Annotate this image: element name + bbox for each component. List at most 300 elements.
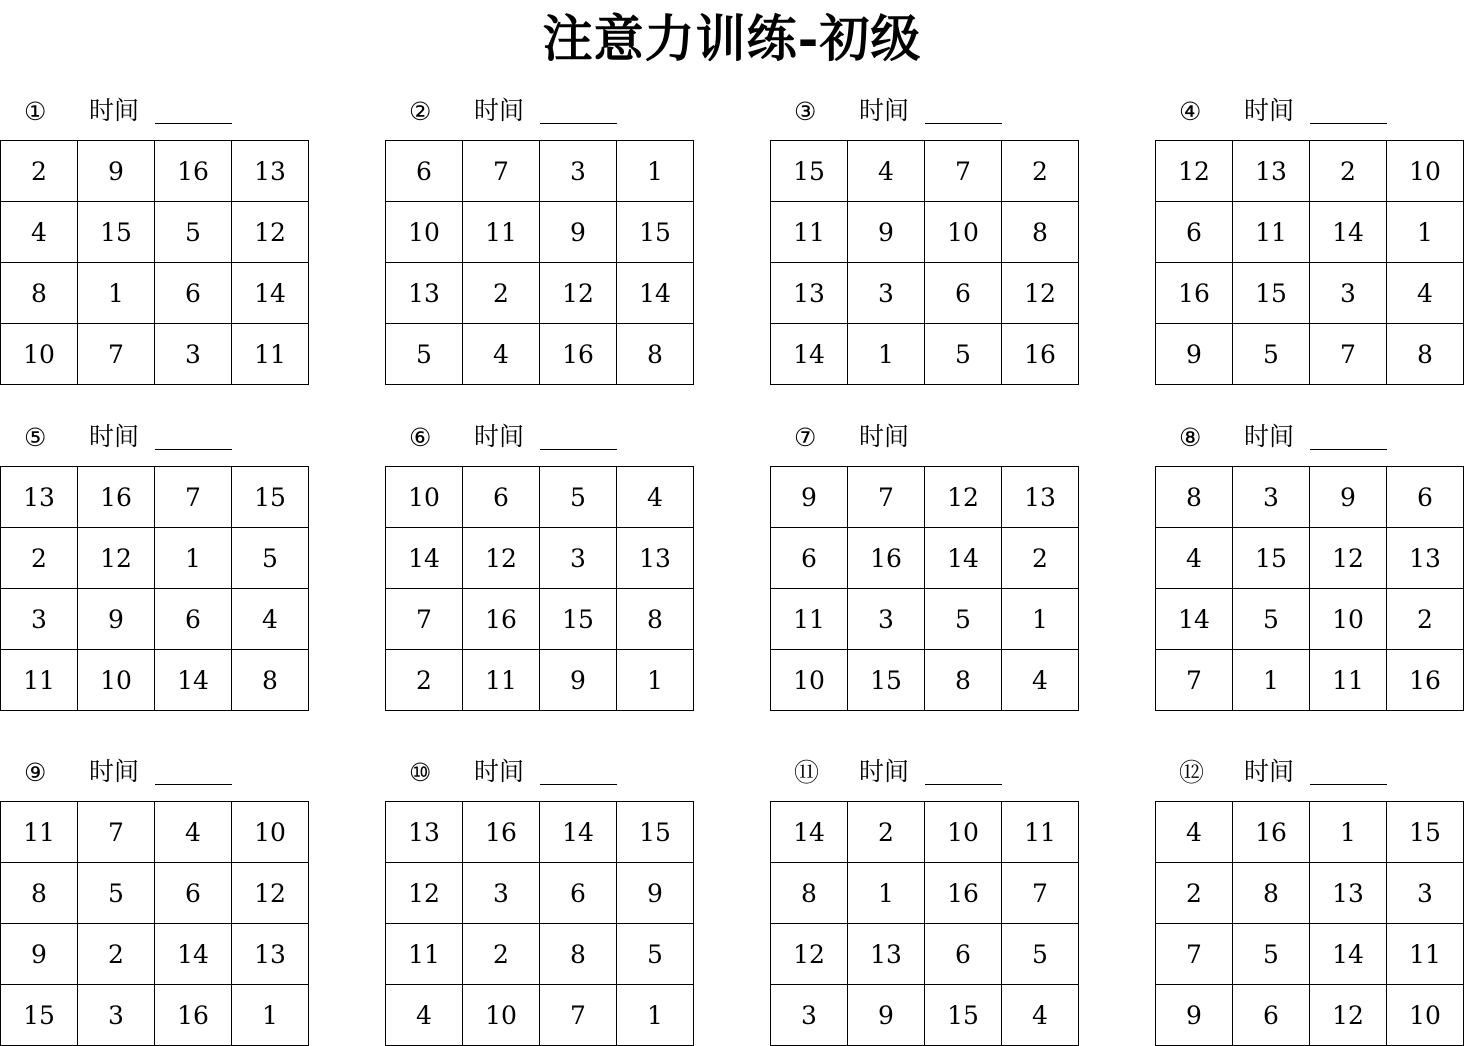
grid-cell: 6 bbox=[1387, 467, 1464, 528]
grid-cell: 9 bbox=[1156, 324, 1233, 385]
grid-cell: 9 bbox=[78, 589, 155, 650]
grid-cell: 2 bbox=[463, 263, 540, 324]
grid-cell: 6 bbox=[925, 924, 1002, 985]
grid-row bbox=[386, 467, 694, 528]
grid-cell: 1 bbox=[155, 528, 232, 589]
time-blank-line[interactable] bbox=[1310, 123, 1387, 124]
number-grid bbox=[0, 466, 309, 711]
grid-cell: 9 bbox=[771, 467, 848, 528]
grid-cell: 5 bbox=[925, 324, 1002, 385]
grid-cell: 7 bbox=[78, 324, 155, 385]
grid-cell: 5 bbox=[1233, 924, 1310, 985]
grid-cell: 5 bbox=[1233, 324, 1310, 385]
time-blank-line[interactable] bbox=[1310, 784, 1387, 785]
grid-cell: 13 bbox=[771, 263, 848, 324]
grid-cell: 14 bbox=[617, 263, 694, 324]
grid-cell: 9 bbox=[617, 863, 694, 924]
grid-cell: 4 bbox=[386, 985, 463, 1046]
grid-cell: 6 bbox=[155, 589, 232, 650]
grid-cell: 5 bbox=[1233, 589, 1310, 650]
grid-cell: 14 bbox=[540, 802, 617, 863]
grid-cell: 11 bbox=[1310, 650, 1387, 711]
grid-cell: 14 bbox=[925, 528, 1002, 589]
grid-cell: 3 bbox=[771, 985, 848, 1046]
puzzle-number: ⑥ bbox=[409, 423, 432, 452]
grid-cell: 4 bbox=[1002, 650, 1079, 711]
grid-row bbox=[1156, 589, 1464, 650]
time-label: 时间 bbox=[859, 757, 910, 786]
grid-cell: 16 bbox=[1233, 802, 1310, 863]
grid-cell: 11 bbox=[771, 589, 848, 650]
grid-cell: 8 bbox=[232, 650, 309, 711]
time-label: 时间 bbox=[1244, 96, 1295, 125]
number-grid bbox=[1155, 466, 1464, 711]
grid-cell: 16 bbox=[925, 863, 1002, 924]
grid-cell: 8 bbox=[1, 863, 78, 924]
grid-cell: 6 bbox=[155, 263, 232, 324]
grid-cell: 15 bbox=[1233, 263, 1310, 324]
grid-cell: 12 bbox=[1310, 528, 1387, 589]
grid-row bbox=[771, 589, 1079, 650]
grid-cell: 8 bbox=[1002, 202, 1079, 263]
grid-row bbox=[1156, 324, 1464, 385]
grid-cell: 16 bbox=[848, 528, 925, 589]
grid-cell: 4 bbox=[1, 202, 78, 263]
grid-row bbox=[1156, 467, 1464, 528]
grid-cell: 14 bbox=[771, 324, 848, 385]
grid-cell: 16 bbox=[540, 324, 617, 385]
grid-cell: 3 bbox=[848, 589, 925, 650]
grid-cell: 7 bbox=[925, 141, 1002, 202]
grid-cell: 9 bbox=[848, 202, 925, 263]
time-label: 时间 bbox=[1244, 757, 1295, 786]
puzzle-number: ⑫ bbox=[1179, 758, 1205, 787]
time-blank-line[interactable] bbox=[925, 123, 1002, 124]
grid-cell: 12 bbox=[463, 528, 540, 589]
grid-cell: 10 bbox=[463, 985, 540, 1046]
grid-cell: 4 bbox=[1387, 263, 1464, 324]
grid-cell: 10 bbox=[78, 650, 155, 711]
number-grid bbox=[385, 140, 694, 385]
grid-cell: 6 bbox=[925, 263, 1002, 324]
grid-cell: 8 bbox=[1156, 467, 1233, 528]
time-label: 时间 bbox=[89, 757, 140, 786]
grid-cell: 14 bbox=[155, 924, 232, 985]
grid-cell: 10 bbox=[1387, 985, 1464, 1046]
grid-row bbox=[386, 528, 694, 589]
grid-cell: 10 bbox=[925, 802, 1002, 863]
grid-cell: 11 bbox=[771, 202, 848, 263]
grid-cell: 9 bbox=[540, 650, 617, 711]
grid-cell: 7 bbox=[78, 802, 155, 863]
grid-cell: 10 bbox=[1387, 141, 1464, 202]
grid-cell: 13 bbox=[386, 263, 463, 324]
grid-cell: 5 bbox=[617, 924, 694, 985]
grid-cell: 16 bbox=[1156, 263, 1233, 324]
grid-row bbox=[386, 202, 694, 263]
grid-cell: 10 bbox=[771, 650, 848, 711]
grid-cell: 1 bbox=[1310, 802, 1387, 863]
grid-cell: 14 bbox=[386, 528, 463, 589]
grid-cell: 8 bbox=[1233, 863, 1310, 924]
grid-cell: 4 bbox=[848, 141, 925, 202]
grid-cell: 5 bbox=[78, 863, 155, 924]
grid-row bbox=[1156, 528, 1464, 589]
grid-cell: 2 bbox=[1, 528, 78, 589]
time-blank-line[interactable] bbox=[540, 123, 617, 124]
grid-cell: 16 bbox=[1387, 650, 1464, 711]
puzzle-header bbox=[1155, 753, 1464, 793]
grid-row bbox=[1156, 202, 1464, 263]
grid-cell: 5 bbox=[925, 589, 1002, 650]
grid-cell: 13 bbox=[1387, 528, 1464, 589]
grid-cell: 3 bbox=[463, 863, 540, 924]
grid-cell: 9 bbox=[78, 141, 155, 202]
grid-cell: 11 bbox=[232, 324, 309, 385]
grid-row bbox=[386, 650, 694, 711]
puzzle-header bbox=[385, 418, 695, 458]
grid-cell: 14 bbox=[232, 263, 309, 324]
grid-cell: 11 bbox=[463, 650, 540, 711]
grid-cell: 2 bbox=[1, 141, 78, 202]
time-blank-line[interactable] bbox=[155, 449, 232, 450]
puzzle-header bbox=[385, 753, 695, 793]
grid-row bbox=[1156, 802, 1464, 863]
page-title: 注意力训练-初级 bbox=[542, 9, 922, 68]
grid-cell: 11 bbox=[1, 650, 78, 711]
grid-cell: 16 bbox=[1002, 324, 1079, 385]
grid-cell: 15 bbox=[617, 802, 694, 863]
puzzle-number: ⑦ bbox=[794, 423, 817, 452]
grid-row bbox=[771, 324, 1079, 385]
grid-cell: 4 bbox=[155, 802, 232, 863]
puzzle-header bbox=[1155, 92, 1464, 132]
grid-row bbox=[771, 924, 1079, 985]
grid-cell: 1 bbox=[848, 863, 925, 924]
time-label: 时间 bbox=[474, 422, 525, 451]
grid-row bbox=[771, 650, 1079, 711]
grid-row bbox=[386, 802, 694, 863]
grid-cell: 9 bbox=[1156, 985, 1233, 1046]
grid-row bbox=[386, 589, 694, 650]
grid-cell: 12 bbox=[540, 263, 617, 324]
grid-cell: 16 bbox=[463, 802, 540, 863]
puzzle-header bbox=[770, 418, 1080, 458]
grid-cell: 4 bbox=[463, 324, 540, 385]
grid-cell: 1 bbox=[1233, 650, 1310, 711]
puzzle-header bbox=[0, 92, 310, 132]
puzzle-number: ① bbox=[24, 97, 47, 126]
puzzle-header bbox=[1155, 418, 1464, 458]
grid-cell: 2 bbox=[1310, 141, 1387, 202]
grid-row bbox=[1, 202, 309, 263]
grid-cell: 12 bbox=[386, 863, 463, 924]
puzzle-number: ② bbox=[409, 97, 432, 126]
grid-cell: 7 bbox=[463, 141, 540, 202]
grid-cell: 10 bbox=[386, 467, 463, 528]
grid-cell: 10 bbox=[386, 202, 463, 263]
grid-cell: 13 bbox=[1310, 863, 1387, 924]
grid-row bbox=[1, 263, 309, 324]
grid-cell: 5 bbox=[232, 528, 309, 589]
grid-row bbox=[386, 863, 694, 924]
grid-row bbox=[1, 863, 309, 924]
grid-row bbox=[1, 924, 309, 985]
grid-row bbox=[1, 141, 309, 202]
grid-cell: 16 bbox=[155, 985, 232, 1046]
grid-row bbox=[386, 324, 694, 385]
grid-cell: 8 bbox=[1387, 324, 1464, 385]
grid-cell: 6 bbox=[155, 863, 232, 924]
grid-cell: 8 bbox=[540, 924, 617, 985]
grid-cell: 7 bbox=[848, 467, 925, 528]
time-label: 时间 bbox=[859, 422, 910, 451]
grid-cell: 11 bbox=[386, 924, 463, 985]
grid-cell: 4 bbox=[617, 467, 694, 528]
grid-row bbox=[771, 467, 1079, 528]
grid-cell: 15 bbox=[617, 202, 694, 263]
grid-cell: 11 bbox=[1387, 924, 1464, 985]
grid-cell: 3 bbox=[540, 528, 617, 589]
grid-cell: 13 bbox=[1, 467, 78, 528]
grid-cell: 12 bbox=[232, 202, 309, 263]
time-blank-line[interactable] bbox=[925, 784, 1002, 785]
grid-cell: 14 bbox=[1310, 202, 1387, 263]
grid-cell: 8 bbox=[617, 324, 694, 385]
time-label: 时间 bbox=[89, 422, 140, 451]
grid-cell: 15 bbox=[925, 985, 1002, 1046]
puzzle-number: ⑪ bbox=[794, 758, 820, 787]
grid-row bbox=[1156, 985, 1464, 1046]
grid-cell: 2 bbox=[463, 924, 540, 985]
grid-cell: 15 bbox=[1387, 802, 1464, 863]
grid-cell: 7 bbox=[386, 589, 463, 650]
grid-cell: 1 bbox=[1387, 202, 1464, 263]
puzzle-header bbox=[385, 92, 695, 132]
grid-cell: 7 bbox=[1156, 650, 1233, 711]
grid-cell: 8 bbox=[771, 863, 848, 924]
time-label: 时间 bbox=[859, 96, 910, 125]
grid-row bbox=[1, 324, 309, 385]
grid-row bbox=[1, 589, 309, 650]
grid-cell: 2 bbox=[1156, 863, 1233, 924]
number-grid bbox=[1155, 801, 1464, 1046]
grid-cell: 2 bbox=[848, 802, 925, 863]
time-blank-line[interactable] bbox=[155, 784, 232, 785]
grid-cell: 13 bbox=[1233, 141, 1310, 202]
grid-cell: 9 bbox=[540, 202, 617, 263]
grid-cell: 13 bbox=[232, 141, 309, 202]
grid-cell: 16 bbox=[155, 141, 232, 202]
grid-cell: 12 bbox=[232, 863, 309, 924]
grid-cell: 8 bbox=[617, 589, 694, 650]
grid-cell: 3 bbox=[1, 589, 78, 650]
grid-cell: 12 bbox=[925, 467, 1002, 528]
grid-cell: 6 bbox=[386, 141, 463, 202]
grid-row bbox=[771, 263, 1079, 324]
number-grid bbox=[385, 466, 694, 711]
grid-cell: 7 bbox=[1002, 863, 1079, 924]
grid-cell: 13 bbox=[617, 528, 694, 589]
grid-cell: 3 bbox=[1387, 863, 1464, 924]
grid-cell: 16 bbox=[463, 589, 540, 650]
time-label: 时间 bbox=[474, 757, 525, 786]
grid-cell: 6 bbox=[463, 467, 540, 528]
grid-cell: 1 bbox=[617, 650, 694, 711]
grid-cell: 3 bbox=[155, 324, 232, 385]
grid-cell: 15 bbox=[1, 985, 78, 1046]
grid-row bbox=[771, 863, 1079, 924]
grid-row bbox=[1, 650, 309, 711]
grid-cell: 2 bbox=[386, 650, 463, 711]
grid-cell: 9 bbox=[848, 985, 925, 1046]
grid-cell: 7 bbox=[1156, 924, 1233, 985]
grid-cell: 7 bbox=[540, 985, 617, 1046]
number-grid bbox=[385, 801, 694, 1046]
grid-cell: 15 bbox=[540, 589, 617, 650]
grid-cell: 8 bbox=[1, 263, 78, 324]
time-blank-line[interactable] bbox=[540, 784, 617, 785]
grid-cell: 10 bbox=[925, 202, 1002, 263]
time-label: 时间 bbox=[1244, 422, 1295, 451]
grid-cell: 14 bbox=[1310, 924, 1387, 985]
grid-row bbox=[1156, 863, 1464, 924]
grid-cell: 4 bbox=[1002, 985, 1079, 1046]
puzzle-header bbox=[0, 418, 310, 458]
grid-cell: 3 bbox=[1310, 263, 1387, 324]
grid-cell: 6 bbox=[771, 528, 848, 589]
grid-cell: 11 bbox=[1002, 802, 1079, 863]
time-label: 时间 bbox=[89, 96, 140, 125]
grid-cell: 6 bbox=[1156, 202, 1233, 263]
grid-cell: 16 bbox=[78, 467, 155, 528]
grid-row bbox=[771, 985, 1079, 1046]
grid-cell: 12 bbox=[771, 924, 848, 985]
puzzle-header bbox=[0, 753, 310, 793]
grid-row bbox=[1, 528, 309, 589]
time-blank-line[interactable] bbox=[540, 449, 617, 450]
grid-cell: 2 bbox=[78, 924, 155, 985]
grid-cell: 4 bbox=[1156, 802, 1233, 863]
grid-cell: 5 bbox=[1002, 924, 1079, 985]
grid-cell: 12 bbox=[78, 528, 155, 589]
number-grid bbox=[770, 466, 1079, 711]
grid-cell: 3 bbox=[540, 141, 617, 202]
grid-cell: 12 bbox=[1002, 263, 1079, 324]
puzzle-header bbox=[770, 753, 1080, 793]
puzzle-number: ④ bbox=[1179, 97, 1202, 126]
grid-cell: 1 bbox=[617, 985, 694, 1046]
number-grid bbox=[0, 140, 309, 385]
grid-cell: 10 bbox=[1310, 589, 1387, 650]
grid-cell: 10 bbox=[232, 802, 309, 863]
grid-row bbox=[1156, 650, 1464, 711]
grid-cell: 15 bbox=[78, 202, 155, 263]
grid-cell: 1 bbox=[1002, 589, 1079, 650]
grid-cell: 1 bbox=[232, 985, 309, 1046]
grid-cell: 15 bbox=[771, 141, 848, 202]
grid-row bbox=[1156, 141, 1464, 202]
grid-row bbox=[1, 467, 309, 528]
grid-row bbox=[1, 802, 309, 863]
grid-row bbox=[386, 985, 694, 1046]
grid-cell: 3 bbox=[1233, 467, 1310, 528]
grid-cell: 2 bbox=[1387, 589, 1464, 650]
number-grid bbox=[0, 801, 309, 1046]
grid-cell: 7 bbox=[155, 467, 232, 528]
grid-cell: 13 bbox=[232, 924, 309, 985]
grid-cell: 11 bbox=[1233, 202, 1310, 263]
puzzle-number: ⑧ bbox=[1179, 423, 1202, 452]
grid-row bbox=[1156, 263, 1464, 324]
grid-cell: 11 bbox=[463, 202, 540, 263]
grid-row bbox=[771, 202, 1079, 263]
grid-cell: 15 bbox=[848, 650, 925, 711]
grid-row bbox=[1156, 924, 1464, 985]
grid-cell: 5 bbox=[386, 324, 463, 385]
grid-cell: 15 bbox=[1233, 528, 1310, 589]
grid-cell: 3 bbox=[848, 263, 925, 324]
grid-cell: 14 bbox=[155, 650, 232, 711]
grid-cell: 10 bbox=[1, 324, 78, 385]
grid-cell: 2 bbox=[1002, 528, 1079, 589]
grid-cell: 5 bbox=[155, 202, 232, 263]
puzzle-number: ③ bbox=[794, 97, 817, 126]
time-label: 时间 bbox=[474, 96, 525, 125]
grid-row bbox=[386, 924, 694, 985]
grid-row bbox=[771, 802, 1079, 863]
grid-row bbox=[771, 141, 1079, 202]
grid-cell: 7 bbox=[1310, 324, 1387, 385]
puzzle-number: ⑩ bbox=[409, 758, 432, 787]
grid-cell: 14 bbox=[771, 802, 848, 863]
number-grid bbox=[770, 801, 1079, 1046]
grid-cell: 6 bbox=[1233, 985, 1310, 1046]
grid-row bbox=[1, 985, 309, 1046]
puzzle-number: ⑨ bbox=[24, 758, 47, 787]
grid-cell: 5 bbox=[540, 467, 617, 528]
grid-cell: 6 bbox=[540, 863, 617, 924]
grid-cell: 2 bbox=[1002, 141, 1079, 202]
grid-cell: 11 bbox=[1, 802, 78, 863]
grid-cell: 4 bbox=[1156, 528, 1233, 589]
grid-cell: 8 bbox=[925, 650, 1002, 711]
grid-cell: 13 bbox=[386, 802, 463, 863]
grid-cell: 12 bbox=[1310, 985, 1387, 1046]
grid-cell: 1 bbox=[78, 263, 155, 324]
grid-cell: 13 bbox=[1002, 467, 1079, 528]
grid-cell: 14 bbox=[1156, 589, 1233, 650]
grid-cell: 12 bbox=[1156, 141, 1233, 202]
grid-cell: 3 bbox=[78, 985, 155, 1046]
puzzle-number: ⑤ bbox=[24, 423, 47, 452]
grid-cell: 13 bbox=[848, 924, 925, 985]
grid-row bbox=[386, 263, 694, 324]
grid-cell: 4 bbox=[232, 589, 309, 650]
time-blank-line[interactable] bbox=[155, 123, 232, 124]
number-grid bbox=[1155, 140, 1464, 385]
grid-row bbox=[771, 528, 1079, 589]
puzzle-header bbox=[770, 92, 1080, 132]
grid-cell: 15 bbox=[232, 467, 309, 528]
number-grid bbox=[770, 140, 1079, 385]
grid-cell: 9 bbox=[1310, 467, 1387, 528]
grid-row bbox=[386, 141, 694, 202]
grid-cell: 9 bbox=[1, 924, 78, 985]
grid-cell: 1 bbox=[848, 324, 925, 385]
time-blank-line[interactable] bbox=[1310, 449, 1387, 450]
grid-cell: 1 bbox=[617, 141, 694, 202]
